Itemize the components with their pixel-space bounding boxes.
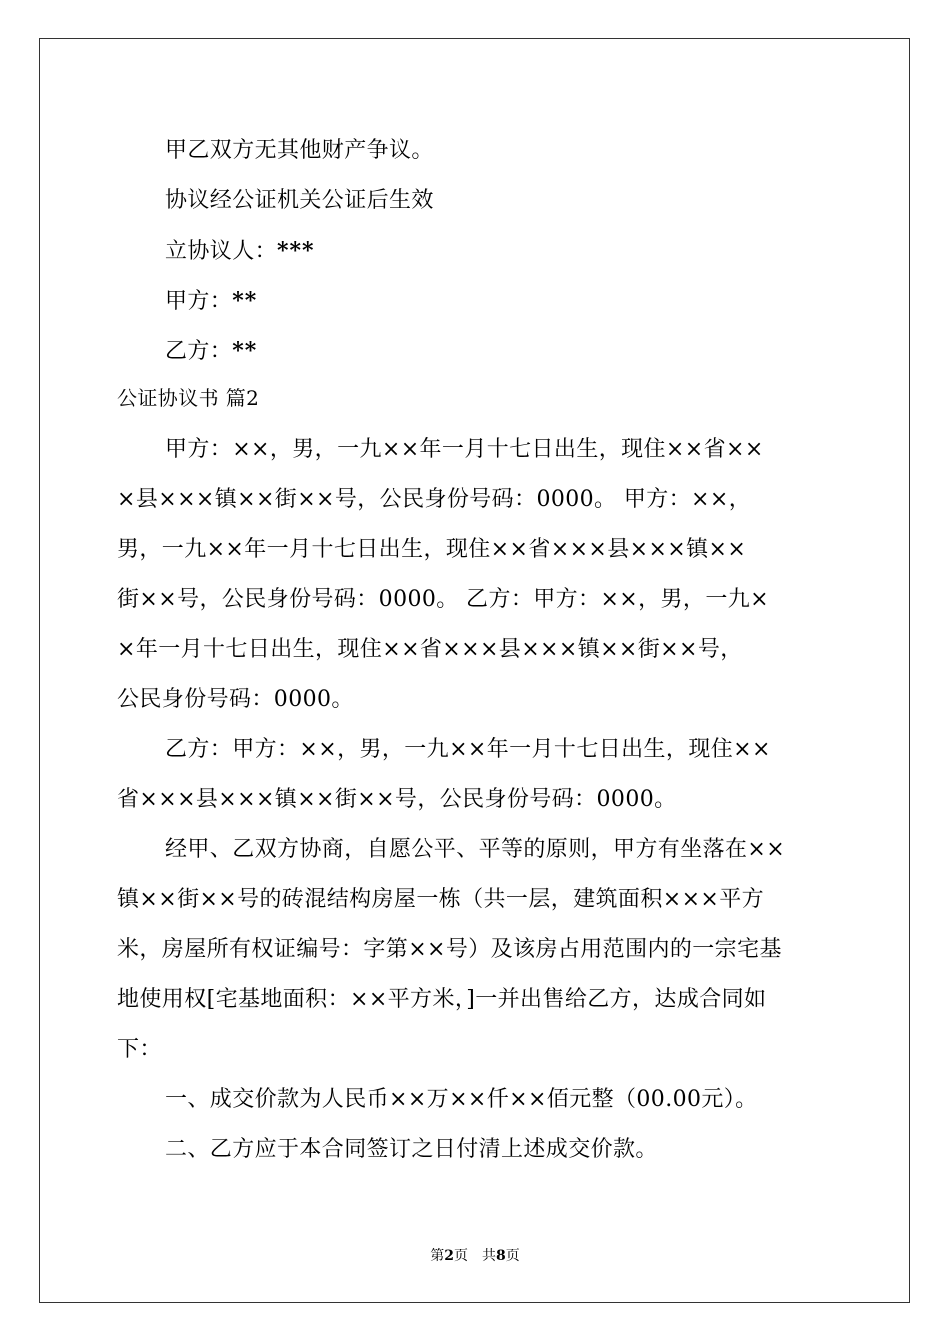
party-b-label: 乙方：	[165, 339, 233, 364]
signatories-value: ***	[277, 238, 315, 264]
text-line-party-a	[165, 288, 885, 315]
total-prefix: 共	[482, 1248, 496, 1264]
text-line-party-b	[165, 338, 885, 365]
text-line: 街××号，公民身份号码：0000。 乙方：甲方：××，男，一九×	[117, 587, 769, 612]
page-number: 2	[444, 1248, 454, 1264]
page-border	[39, 38, 910, 1303]
text-line: 米，房屋所有权证编号：字第××号）及该房占用范围内的一宗宅基	[117, 937, 782, 962]
signatories-label: 立协议人：	[165, 239, 278, 264]
total-suffix: 页	[505, 1248, 520, 1264]
section-heading: 公证协议书 篇2	[117, 386, 260, 410]
page-prefix: 第	[430, 1248, 445, 1264]
total-pages: 8	[496, 1248, 506, 1264]
text-line: 公民身份号码：0000。	[117, 687, 354, 712]
party-a-value: **	[232, 288, 258, 314]
text-line: 甲方：××，男，一九××年一月十七日出生，现住××省××	[165, 437, 764, 462]
text-line: 镇××街××号的砖混结构房屋一栋（共一层，建筑面积×××平方	[117, 887, 765, 912]
text-line: ×县×××镇××街××号，公民身份号码：0000。 甲方：××，	[117, 487, 752, 512]
text-line: ×年一月十七日出生，现住××省×××县×××镇××街××号，	[117, 637, 743, 662]
party-a-label: 甲方：	[165, 289, 233, 314]
clause-two: 二、乙方应于本合同签订之日付清上述成交价款。	[165, 1137, 658, 1162]
text-line: 地使用权[宅基地面积：××平方米，]一并出售给乙方，达成合同如	[117, 987, 767, 1012]
clause-one: 一、成交价款为人民币××万××仟××佰元整（00.00元）。	[165, 1087, 758, 1112]
party-b-value: **	[232, 338, 258, 364]
text-line-signatories	[165, 238, 885, 265]
text-line-no-other-dispute: 甲乙双方无其他财产争议。	[165, 138, 434, 163]
text-line: 乙方：甲方：××，男，一九××年一月十七日出生，现住××	[165, 737, 771, 762]
text-line: 经甲、乙双方协商，自愿公平、平等的原则，甲方有坐落在××	[165, 837, 786, 862]
text-line: 男，一九××年一月十七日出生，现住××省×××县×××镇××	[117, 537, 747, 562]
page-suffix: 页	[454, 1248, 468, 1264]
text-line-effective-after-notarization: 协议经公证机关公证后生效	[165, 188, 434, 213]
text-line: 省×××县×××镇××街××号，公民身份号码：0000。	[117, 787, 677, 812]
text-line: 下：	[117, 1037, 162, 1062]
page-footer	[0, 1247, 950, 1265]
